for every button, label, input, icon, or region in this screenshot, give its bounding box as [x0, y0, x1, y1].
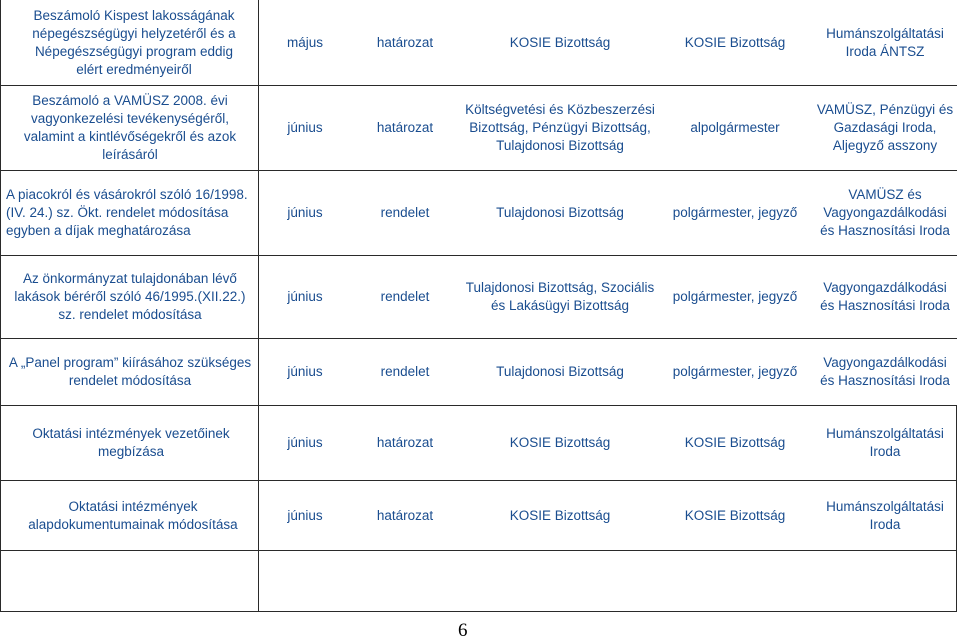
month-cell [270, 256, 340, 338]
prepares-cell [460, 406, 660, 480]
submitter-cell [670, 339, 800, 405]
topic-cell [4, 339, 256, 405]
month-text: június [287, 289, 323, 304]
submitter-cell [670, 256, 800, 338]
prepares-text: KOSIE Bizottság [509, 435, 611, 450]
prepares-cell [460, 171, 660, 255]
month-cell [270, 0, 340, 85]
type-text: határozat [376, 120, 434, 135]
responsible-cell [815, 0, 955, 85]
month-cell [270, 406, 340, 480]
topic-cell [4, 406, 258, 480]
topic-cell [4, 256, 256, 338]
prepares-cell [460, 0, 660, 85]
type-text: rendelet [380, 205, 430, 220]
submitter-text: polgármester, jegyző [672, 289, 798, 304]
responsible-text: VAMÜSZ és Vagyongazdálkodási és Hasznosítási Iroda [820, 187, 950, 238]
prepares-cell [460, 86, 660, 170]
responsible-cell [812, 86, 958, 170]
type-cell [355, 406, 455, 480]
topic-cell [4, 171, 256, 255]
responsible-cell [815, 256, 955, 338]
type-cell [355, 339, 455, 405]
month-text: június [287, 435, 323, 450]
page-number: 6 [458, 620, 468, 641]
type-text: határozat [376, 34, 434, 50]
submitter-text: KOSIE Bizottság [684, 507, 786, 523]
type-cell [355, 256, 455, 338]
topic-text: A „Panel program” kiírásához szükséges rendelet módosítása [8, 355, 252, 388]
submitter-cell [670, 0, 800, 85]
type-text: rendelet [380, 289, 430, 304]
submitter-cell [670, 171, 800, 255]
submitter-cell [670, 406, 800, 480]
responsible-cell [815, 171, 955, 255]
type-text: határozat [376, 435, 434, 450]
type-cell [355, 481, 455, 550]
row-divider [0, 550, 957, 551]
topic-cell [4, 86, 256, 170]
submitter-text: polgármester, jegyző [672, 205, 798, 220]
prepares-cell [460, 339, 660, 405]
month-text: június [287, 507, 323, 523]
responsible-cell [815, 406, 955, 480]
submitter-text: alpolgármester [690, 120, 780, 135]
submitter-text: KOSIE Bizottság [684, 34, 786, 50]
submitter-cell [670, 86, 800, 170]
responsible-text: Vagyongazdálkodási és Hasznosítási Iroda [820, 355, 950, 388]
prepares-cell [460, 256, 660, 338]
month-text: június [287, 120, 323, 135]
submitter-text: polgármester, jegyző [672, 364, 798, 379]
topic-cell [18, 0, 250, 85]
topic-text: Beszámoló Kispest lakosságának népegészségügyi helyzetéről és a Népegészségügyi program eddig elért eredményeiről [32, 7, 236, 77]
column-divider [956, 405, 957, 612]
type-cell [355, 171, 455, 255]
prepares-text: Tulajdonosi Bizottság, Szociális és Lakásügyi Bizottság [465, 280, 655, 313]
responsible-text: Vagyongazdálkodási és Hasznosítási Iroda [820, 280, 950, 313]
type-text: határozat [376, 507, 434, 523]
month-cell [270, 86, 340, 170]
type-cell [355, 0, 455, 85]
prepares-text: Tulajdonosi Bizottság [496, 205, 624, 220]
topic-text: Oktatási intézmények vezetőinek megbízása [32, 426, 230, 459]
responsible-text: VAMÜSZ, Pénzügyi és Gazdasági Iroda, Aljegyző asszony [816, 102, 954, 153]
column-divider [0, 0, 1, 612]
responsible-text: Humánszolgáltatási Iroda [826, 498, 944, 532]
topic-cell [4, 481, 262, 550]
topic-text: Az önkormányzat tulajdonában lévő lakások béréről szóló 46/1995.(XII.22.) sz. rendelet módosítása [14, 271, 246, 322]
row-divider [0, 611, 957, 612]
month-cell [270, 339, 340, 405]
prepares-text: KOSIE Bizottság [509, 34, 611, 50]
topic-text: Beszámoló a VAMÜSZ 2008. évi vagyonkezelési tevékenységéről, valamint a kintlévőségekről és azok leírásáról [23, 93, 237, 162]
prepares-text: Költségvetési és Közbeszerzési Bizottság, Pénzügyi Bizottság, Tulajdonosi Bizottság [465, 102, 655, 153]
topic-text: A piacokról és vásárokról szóló 16/1998.(IV. 24.) sz. Ökt. rendelet módosítása egyben a díjak meghatározása [6, 187, 248, 238]
month-text: május [286, 34, 323, 50]
responsible-cell [815, 339, 955, 405]
type-cell [355, 86, 455, 170]
responsible-text: Humánszolgáltatási Iroda [826, 426, 944, 459]
month-cell [270, 171, 340, 255]
responsible-text: Humánszolgáltatási Iroda ÁNTSZ [826, 25, 944, 59]
responsible-cell [815, 481, 955, 550]
submitter-text: KOSIE Bizottság [684, 435, 786, 450]
topic-text: Oktatási intézmények alapdokumentumainak módosítása [28, 498, 238, 532]
prepares-text: Tulajdonosi Bizottság [496, 364, 624, 379]
submitter-cell [670, 481, 800, 550]
prepares-text: KOSIE Bizottság [509, 507, 611, 523]
prepares-cell [460, 481, 660, 550]
month-text: június [287, 205, 323, 220]
month-text: június [287, 364, 323, 379]
type-text: rendelet [380, 364, 430, 379]
month-cell [270, 481, 340, 550]
